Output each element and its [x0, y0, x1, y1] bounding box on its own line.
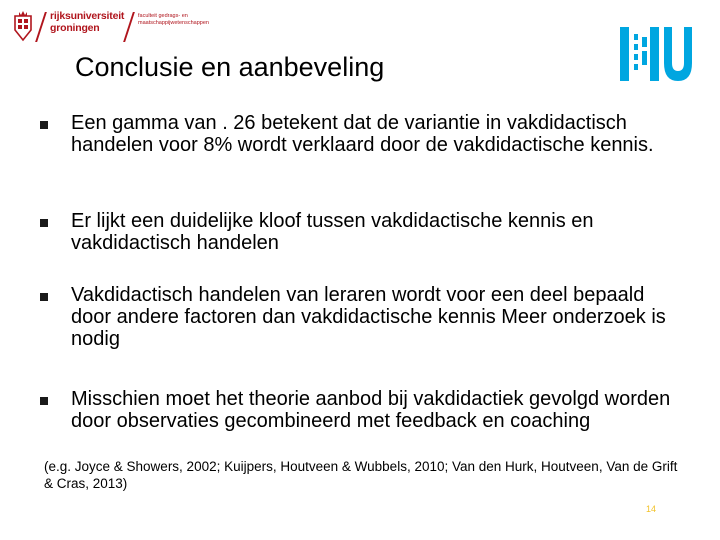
square-bullet-icon	[40, 397, 48, 405]
bullet-text: Vakdidactisch handelen van leraren wordt voor een deel bepaald door andere factoren dan vakdidactische kennis Meer onderzoek is nodig	[71, 284, 666, 350]
bullet-text: Misschien moet het theorie aanbod bij vakdidactiek gevolgd worden door observaties gecombineerd met feedback en coaching	[71, 388, 671, 432]
logo-divider	[35, 12, 47, 42]
university-name-line2: groningen	[50, 22, 100, 34]
rug-logo	[10, 8, 209, 44]
logo-divider	[123, 12, 135, 42]
faculty-name-line1: faculteit gedrags- en	[138, 13, 188, 19]
university-name-line1: rijksuniversiteit	[50, 10, 125, 22]
bullet-text: Een gamma van . 26 betekent dat de variantie in vakdidactisch handelen voor 8% wordt verklaard door de vakdidactische kennis.	[71, 112, 654, 156]
square-bullet-icon	[40, 293, 48, 301]
square-bullet-icon	[40, 121, 48, 129]
square-bullet-icon	[40, 219, 48, 227]
crest-icon	[12, 10, 34, 42]
faculty-name-line2: maatschappijwetenschappen	[138, 20, 209, 26]
faculty-name	[138, 13, 209, 27]
slide-header	[0, 0, 720, 50]
university-name	[50, 10, 124, 34]
slide-title: Conclusie en aanbeveling	[75, 52, 385, 82]
reference-citation: (e.g. Joyce & Showers, 2002; Kuijpers, Houtveen & Wubbels, 2010; Van den Hurk, Houtveen, Van de Grift & Cras, 2013)	[44, 459, 678, 491]
page-number: 14	[646, 504, 657, 514]
hu-logo	[614, 25, 692, 83]
bullet-text: Er lijkt een duidelijke kloof tussen vakdidactische kennis en vakdidactisch handelen	[71, 210, 594, 254]
